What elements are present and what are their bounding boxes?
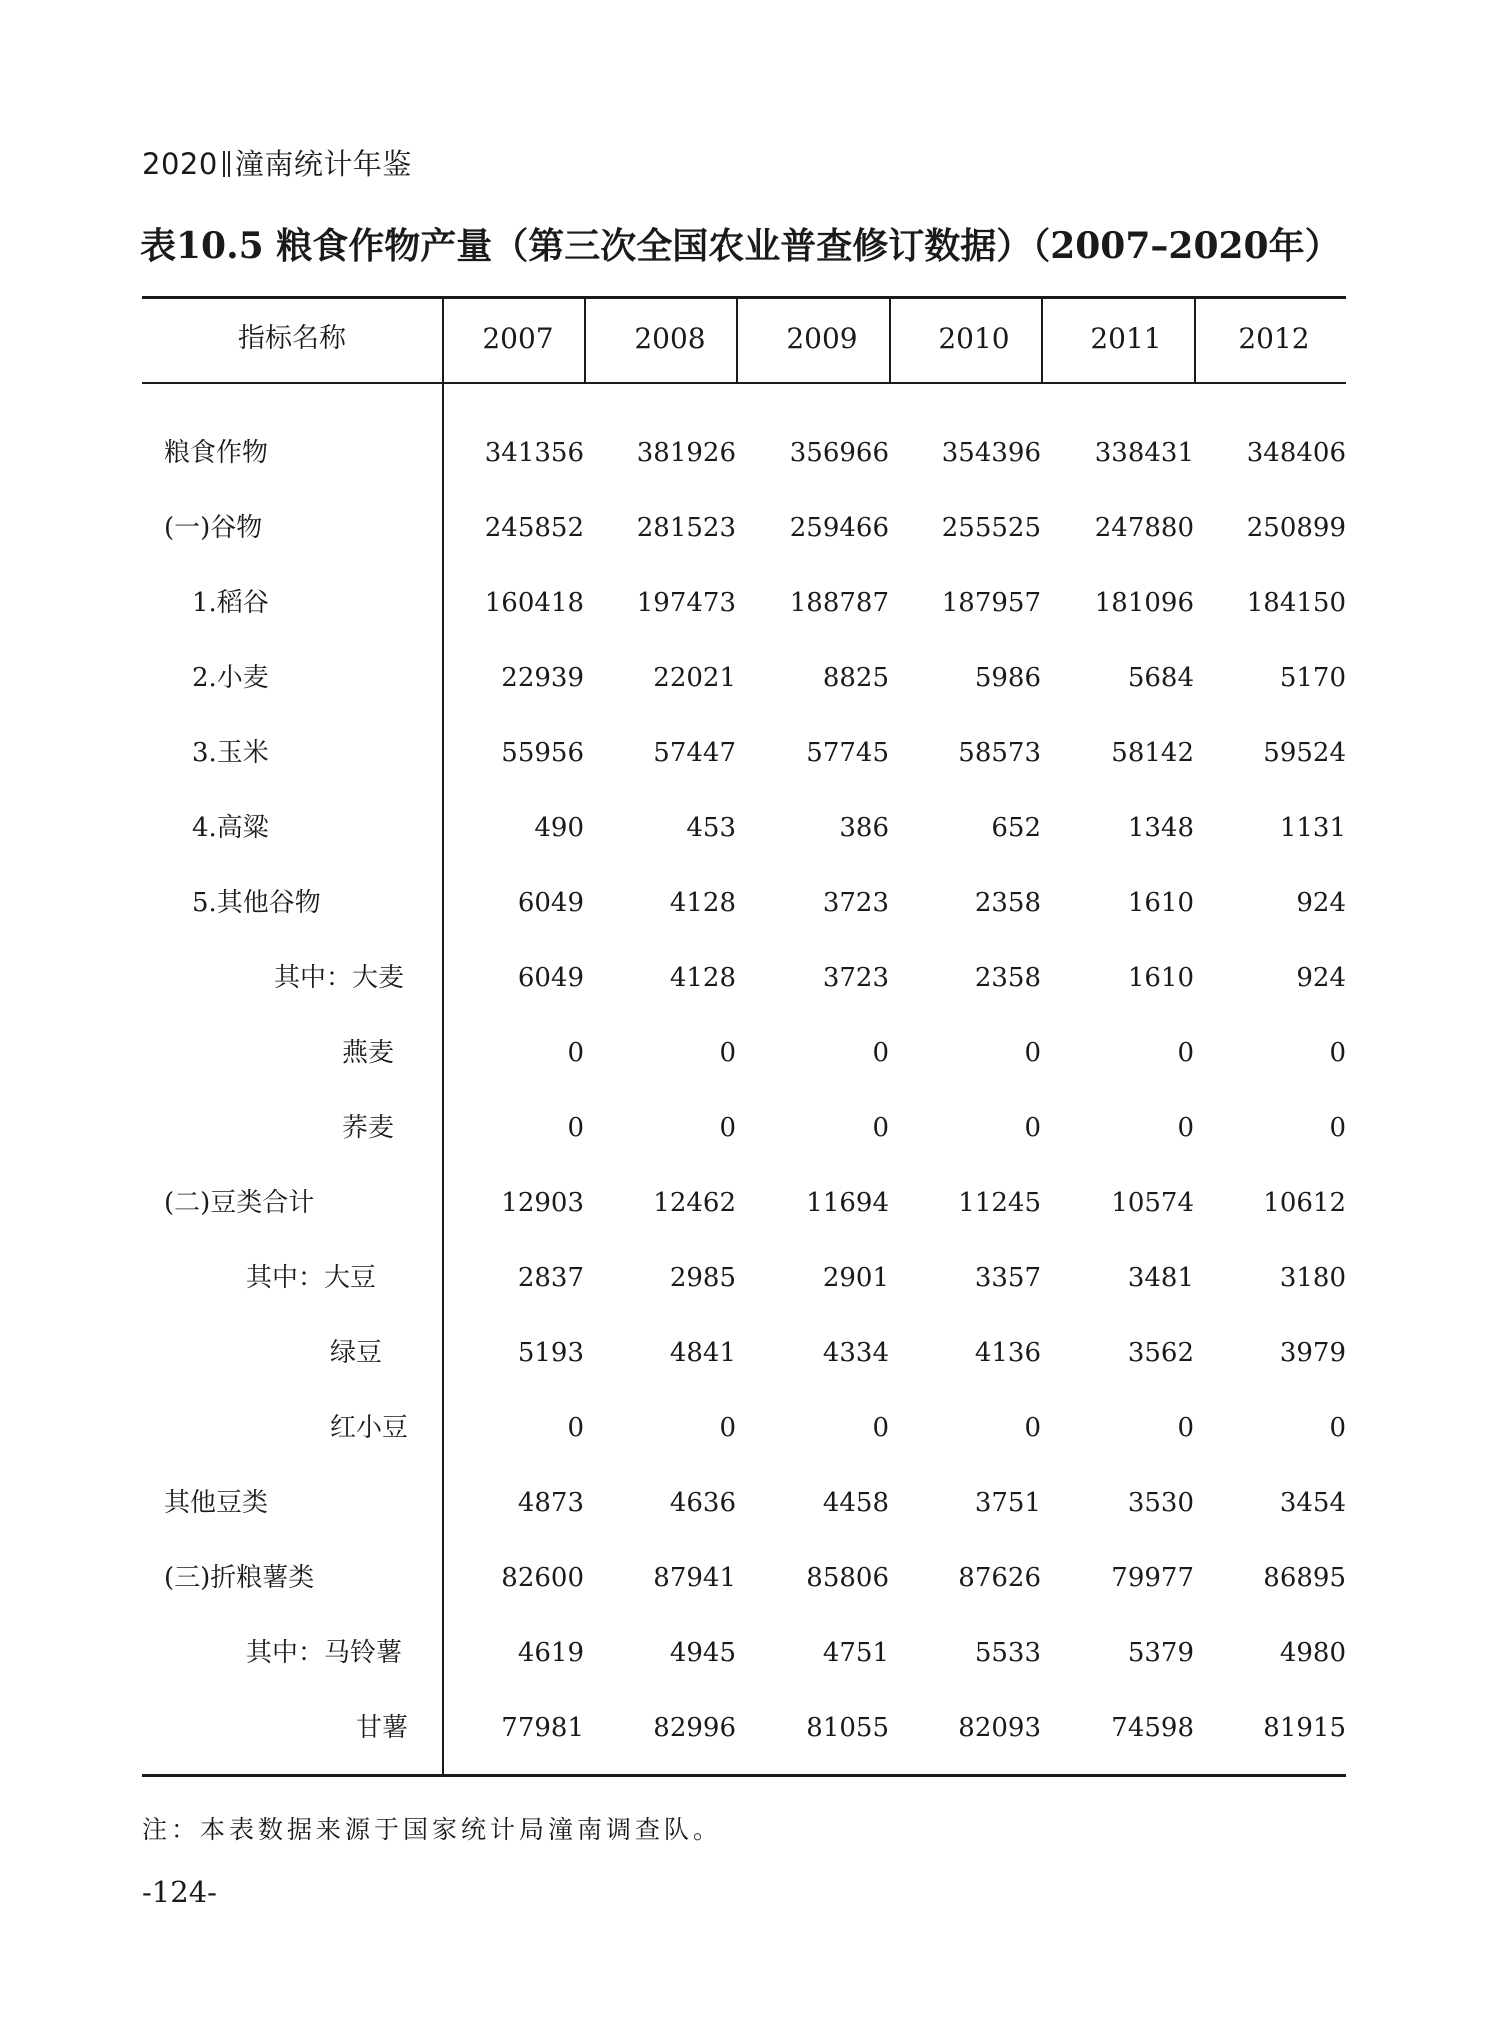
table-cell: 1131 — [1279, 813, 1346, 843]
row-label: 其中：马铃薯 — [246, 1638, 403, 1668]
row-label: 其他豆类 — [164, 1488, 269, 1518]
table-cell: 924 — [1296, 888, 1346, 918]
table-cell: 0 — [719, 1038, 736, 1068]
table-cell: 2358 — [974, 888, 1041, 918]
table-cell: 259466 — [789, 513, 889, 543]
table-cell: 0 — [872, 1038, 889, 1068]
table-cell: 1610 — [1127, 888, 1194, 918]
table-cell: 188787 — [789, 588, 889, 618]
table-cell: 87941 — [653, 1563, 736, 1593]
table-cell: 381926 — [636, 438, 736, 468]
table-cell: 74598 — [1111, 1713, 1194, 1743]
row-label: (二)豆类合计 — [164, 1188, 315, 1218]
row-label: 2.小麦 — [192, 663, 269, 693]
header-divider — [736, 296, 738, 383]
table-cell: 58142 — [1111, 738, 1194, 768]
table-cell: 3357 — [974, 1263, 1041, 1293]
table-row — [142, 941, 1346, 1016]
table-cell: 4334 — [822, 1338, 889, 1368]
table-cell: 81915 — [1263, 1713, 1346, 1743]
table-cell: 0 — [1177, 1413, 1194, 1443]
table-cell: 4980 — [1279, 1638, 1346, 1668]
table-cell: 0 — [1024, 1113, 1041, 1143]
table-cell: 187957 — [941, 588, 1041, 618]
header-divider — [584, 296, 586, 383]
table-cell: 348406 — [1246, 438, 1346, 468]
row-label: 红小豆 — [330, 1413, 409, 1443]
table-bottom-rule — [142, 1774, 1346, 1777]
table-cell: 338431 — [1094, 438, 1194, 468]
table-cell: 4636 — [669, 1488, 736, 1518]
header-divider — [1194, 296, 1196, 383]
table-cell: 4619 — [517, 1638, 584, 1668]
row-label: 3.玉米 — [192, 738, 269, 768]
table-cell: 85806 — [806, 1563, 889, 1593]
table-cell: 86895 — [1263, 1563, 1346, 1593]
row-label: 燕麦 — [342, 1038, 395, 1068]
table-cell: 490 — [534, 813, 584, 843]
table-cell: 160418 — [484, 588, 584, 618]
table-cell: 6049 — [517, 963, 584, 993]
table-cell: 59524 — [1263, 738, 1346, 768]
header-divider — [889, 296, 891, 383]
table-row — [142, 1316, 1346, 1391]
table-row — [142, 641, 1346, 716]
table-cell: 55956 — [501, 738, 584, 768]
table-cell: 0 — [1329, 1113, 1346, 1143]
table-cell: 4128 — [669, 888, 736, 918]
table-cell: 57745 — [806, 738, 889, 768]
column-header-year: 2008 — [634, 322, 706, 355]
table-cell: 4945 — [669, 1638, 736, 1668]
table-cell: 3454 — [1279, 1488, 1346, 1518]
table-cell: 2358 — [974, 963, 1041, 993]
page-number: -124- — [142, 1875, 217, 1909]
header-divider — [1041, 296, 1043, 383]
table-row — [142, 1691, 1346, 1766]
table-cell: 12462 — [653, 1188, 736, 1218]
table-cell: 4458 — [822, 1488, 889, 1518]
table-cell: 79977 — [1111, 1563, 1194, 1593]
running-header — [142, 142, 412, 183]
table-cell: 58573 — [958, 738, 1041, 768]
table-cell: 11694 — [806, 1188, 889, 1218]
table-row — [142, 716, 1346, 791]
table-cell: 87626 — [958, 1563, 1041, 1593]
table-row — [142, 1016, 1346, 1091]
table-cell: 2837 — [517, 1263, 584, 1293]
row-label: 5.其他谷物 — [192, 888, 321, 918]
table-cell: 0 — [1329, 1038, 1346, 1068]
table-cell: 356966 — [789, 438, 889, 468]
table-row — [142, 1391, 1346, 1466]
row-label: 4.高粱 — [192, 813, 269, 843]
table-cell: 4751 — [822, 1638, 889, 1668]
table-cell: 5533 — [974, 1638, 1041, 1668]
table-cell: 3481 — [1127, 1263, 1194, 1293]
table-cell: 5986 — [974, 663, 1041, 693]
table-cell: 11245 — [958, 1188, 1041, 1218]
row-label: 荞麦 — [342, 1113, 395, 1143]
header-title: 潼南统计年鉴 — [234, 147, 412, 181]
table-row — [142, 866, 1346, 941]
table-cell: 12903 — [501, 1188, 584, 1218]
column-header-name: 指标名称 — [238, 323, 346, 354]
table-cell: 197473 — [636, 588, 736, 618]
table-cell: 3979 — [1279, 1338, 1346, 1368]
table-cell: 3180 — [1279, 1263, 1346, 1293]
column-header-year: 2010 — [938, 322, 1010, 355]
table-cell: 652 — [991, 813, 1041, 843]
table-cell: 3562 — [1127, 1338, 1194, 1368]
table-cell: 0 — [1024, 1038, 1041, 1068]
column-header-year: 2009 — [786, 322, 858, 355]
table-cell: 4136 — [974, 1338, 1041, 1368]
table-cell: 5684 — [1127, 663, 1194, 693]
table-cell: 5379 — [1127, 1638, 1194, 1668]
table-cell: 57447 — [653, 738, 736, 768]
table-cell: 3751 — [974, 1488, 1041, 1518]
table-cell: 3723 — [822, 963, 889, 993]
table-row — [142, 1541, 1346, 1616]
table-row — [142, 416, 1346, 491]
table-row — [142, 1241, 1346, 1316]
table-cell: 5170 — [1279, 663, 1346, 693]
row-label: 甘薯 — [356, 1713, 409, 1743]
table-cell: 22939 — [501, 663, 584, 693]
column-header-year: 2012 — [1238, 322, 1310, 355]
table-cell: 0 — [1177, 1038, 1194, 1068]
table-cell: 184150 — [1246, 588, 1346, 618]
table-cell: 250899 — [1246, 513, 1346, 543]
row-label: 1.稻谷 — [192, 588, 269, 618]
table-cell: 1610 — [1127, 963, 1194, 993]
row-label: 其中：大麦 — [274, 963, 405, 993]
table-row — [142, 491, 1346, 566]
table-cell: 341356 — [484, 438, 584, 468]
table-cell: 0 — [567, 1038, 584, 1068]
table-cell: 6049 — [517, 888, 584, 918]
table-cell: 8825 — [822, 663, 889, 693]
table-row — [142, 1166, 1346, 1241]
table-cell: 453 — [686, 813, 736, 843]
table-cell: 245852 — [484, 513, 584, 543]
header-separator — [223, 151, 230, 177]
row-label: (三)折粮薯类 — [164, 1563, 315, 1593]
column-header-year: 2011 — [1090, 322, 1162, 355]
row-label: 绿豆 — [330, 1338, 383, 1368]
table-title: 表10.5 粮食作物产量（第三次全国农业普查修订数据）（2007–2020年） — [140, 225, 1341, 267]
table-header-rule — [142, 382, 1346, 384]
table-cell: 924 — [1296, 963, 1346, 993]
table-cell: 0 — [872, 1413, 889, 1443]
header-year: 2020 — [142, 147, 218, 181]
table-cell: 3723 — [822, 888, 889, 918]
table-cell: 247880 — [1094, 513, 1194, 543]
table-cell: 4873 — [517, 1488, 584, 1518]
table-cell: 22021 — [653, 663, 736, 693]
table-cell: 5193 — [517, 1338, 584, 1368]
table-cell: 0 — [872, 1113, 889, 1143]
table-cell: 4128 — [669, 963, 736, 993]
table-cell: 354396 — [941, 438, 1041, 468]
table-cell: 82093 — [958, 1713, 1041, 1743]
table-cell: 0 — [1024, 1413, 1041, 1443]
table-cell: 10574 — [1111, 1188, 1194, 1218]
table-cell: 77981 — [501, 1713, 584, 1743]
table-row — [142, 1091, 1346, 1166]
table-cell: 181096 — [1094, 588, 1194, 618]
table-cell: 3530 — [1127, 1488, 1194, 1518]
table-cell: 0 — [567, 1413, 584, 1443]
table-cell: 0 — [1329, 1413, 1346, 1443]
table-cell: 2901 — [822, 1263, 889, 1293]
row-label: 其中：大豆 — [246, 1263, 377, 1293]
table-note: 注：本表数据来源于国家统计局潼南调查队。 — [142, 1815, 723, 1844]
table-cell: 386 — [839, 813, 889, 843]
table-cell: 0 — [719, 1113, 736, 1143]
table-cell: 0 — [1177, 1113, 1194, 1143]
table-row — [142, 1466, 1346, 1541]
table-cell: 281523 — [636, 513, 736, 543]
column-header-year: 2007 — [482, 322, 554, 355]
table-cell: 2985 — [669, 1263, 736, 1293]
table-cell: 4841 — [669, 1338, 736, 1368]
table-cell: 82996 — [653, 1713, 736, 1743]
table-cell: 81055 — [806, 1713, 889, 1743]
table-cell: 1348 — [1127, 813, 1194, 843]
row-label: (一)谷物 — [164, 513, 263, 543]
table-row — [142, 566, 1346, 641]
row-label: 粮食作物 — [164, 438, 269, 468]
table-cell: 82600 — [501, 1563, 584, 1593]
table-row — [142, 1616, 1346, 1691]
table-cell: 0 — [719, 1413, 736, 1443]
table-row — [142, 791, 1346, 866]
table-cell: 10612 — [1263, 1188, 1346, 1218]
table-cell: 255525 — [941, 513, 1041, 543]
table-cell: 0 — [567, 1113, 584, 1143]
